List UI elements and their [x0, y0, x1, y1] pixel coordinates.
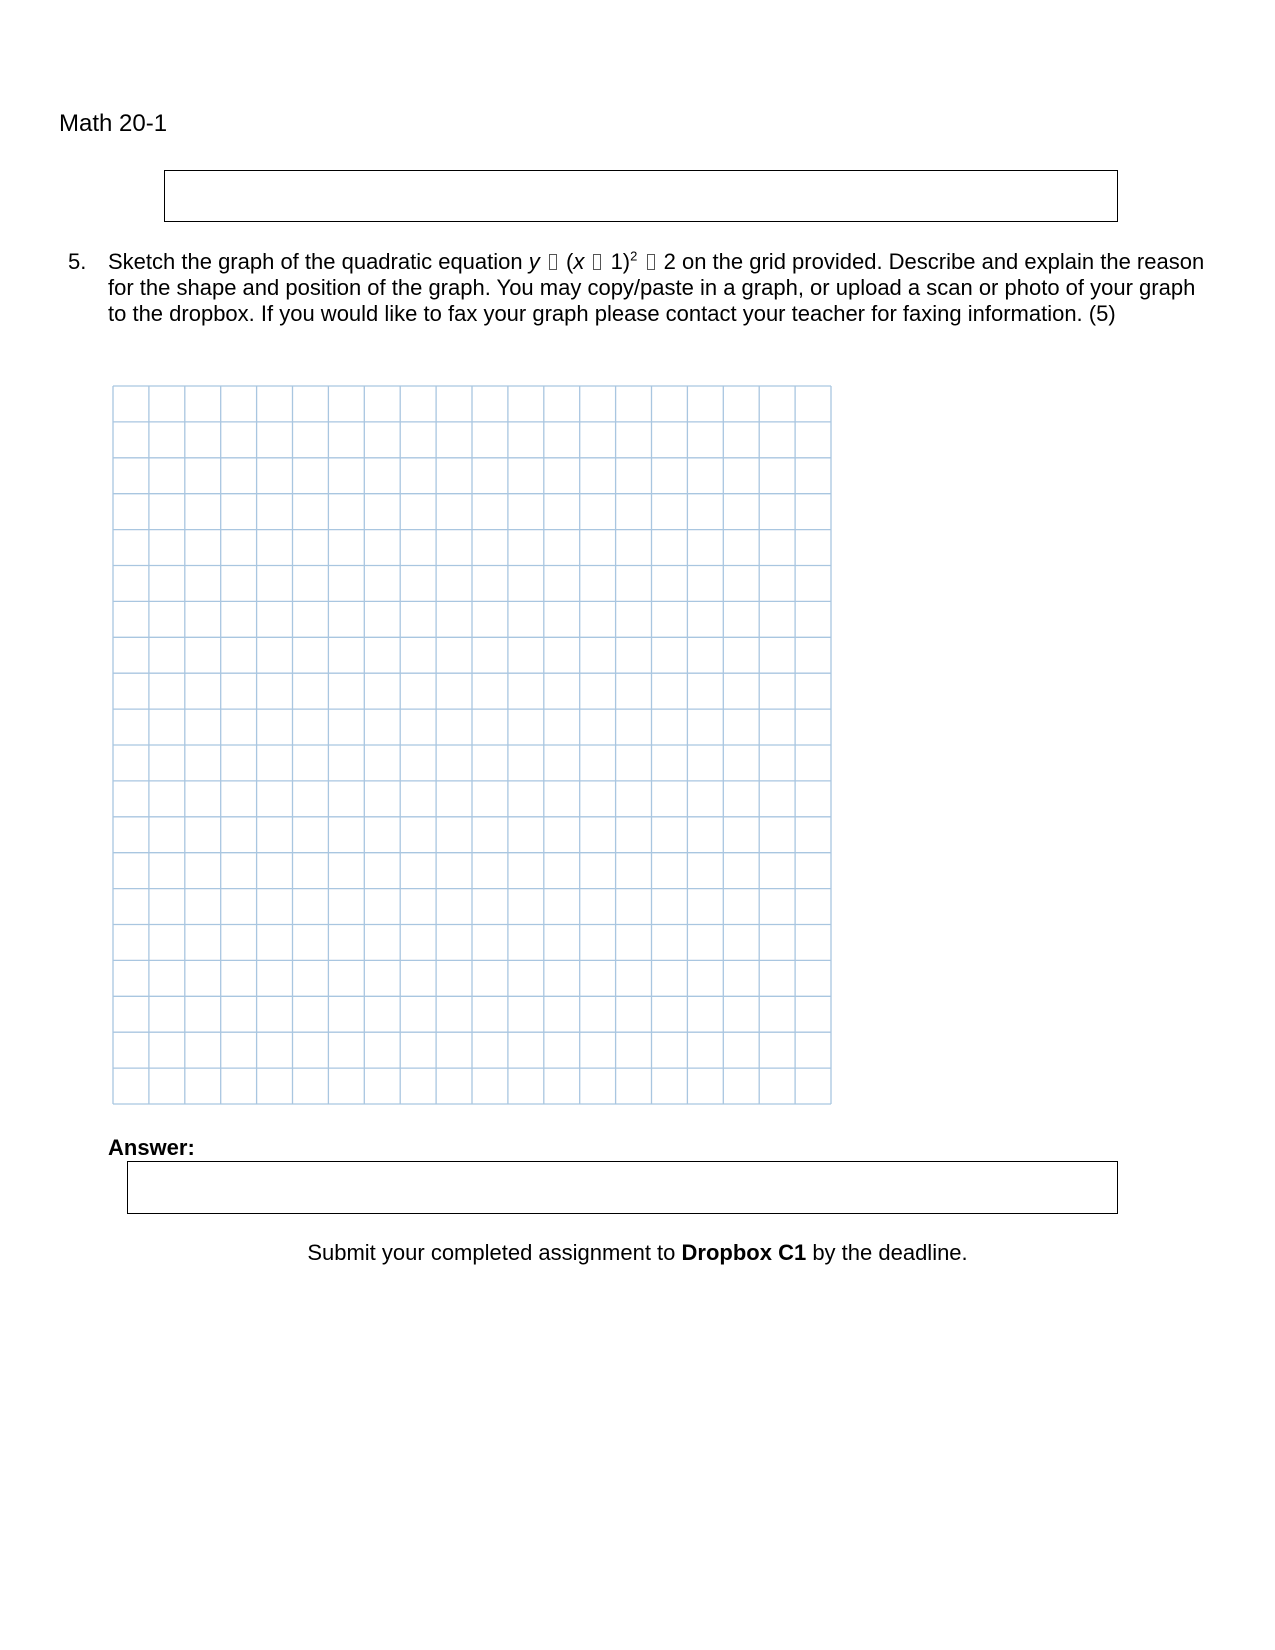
submit-prefix: Submit your completed assignment to [307, 1240, 682, 1265]
equation-open: ( [559, 249, 574, 274]
equation-two: 2 [657, 249, 676, 274]
course-title: Math 20-1 [59, 110, 168, 137]
submit-suffix: by the deadline. [806, 1240, 968, 1265]
question-text [108, 249, 1208, 327]
question-intro: Sketch the graph of the quadratic equation [108, 249, 529, 274]
question-number: 5. [68, 249, 87, 274]
answer-label: Answer: [108, 1135, 195, 1160]
missing-symbol-icon [549, 254, 557, 270]
question-5 [68, 249, 1218, 327]
missing-symbol-icon [593, 254, 601, 270]
missing-symbol-icon [647, 254, 655, 270]
equation-one: 1) [604, 249, 631, 274]
graph-grid[interactable] [112, 385, 832, 1105]
top-response-box[interactable] [164, 170, 1118, 222]
answer-box[interactable] [127, 1161, 1118, 1214]
equation-exponent: 2 [630, 248, 638, 264]
dropbox-name: Dropbox C1 [681, 1240, 807, 1265]
equation-x: x [573, 249, 585, 274]
question-instructions: on the grid provided. Describe and explain the reason for the shape and position of the graph. You may copy/paste in a graph, or upload a scan or photo of your graph to the dropbox. If you would like to fax your graph please contact your teacher for faxing information. (5) [108, 249, 1205, 326]
submit-instructions [0, 1240, 1275, 1266]
equation-y: y [528, 249, 540, 274]
